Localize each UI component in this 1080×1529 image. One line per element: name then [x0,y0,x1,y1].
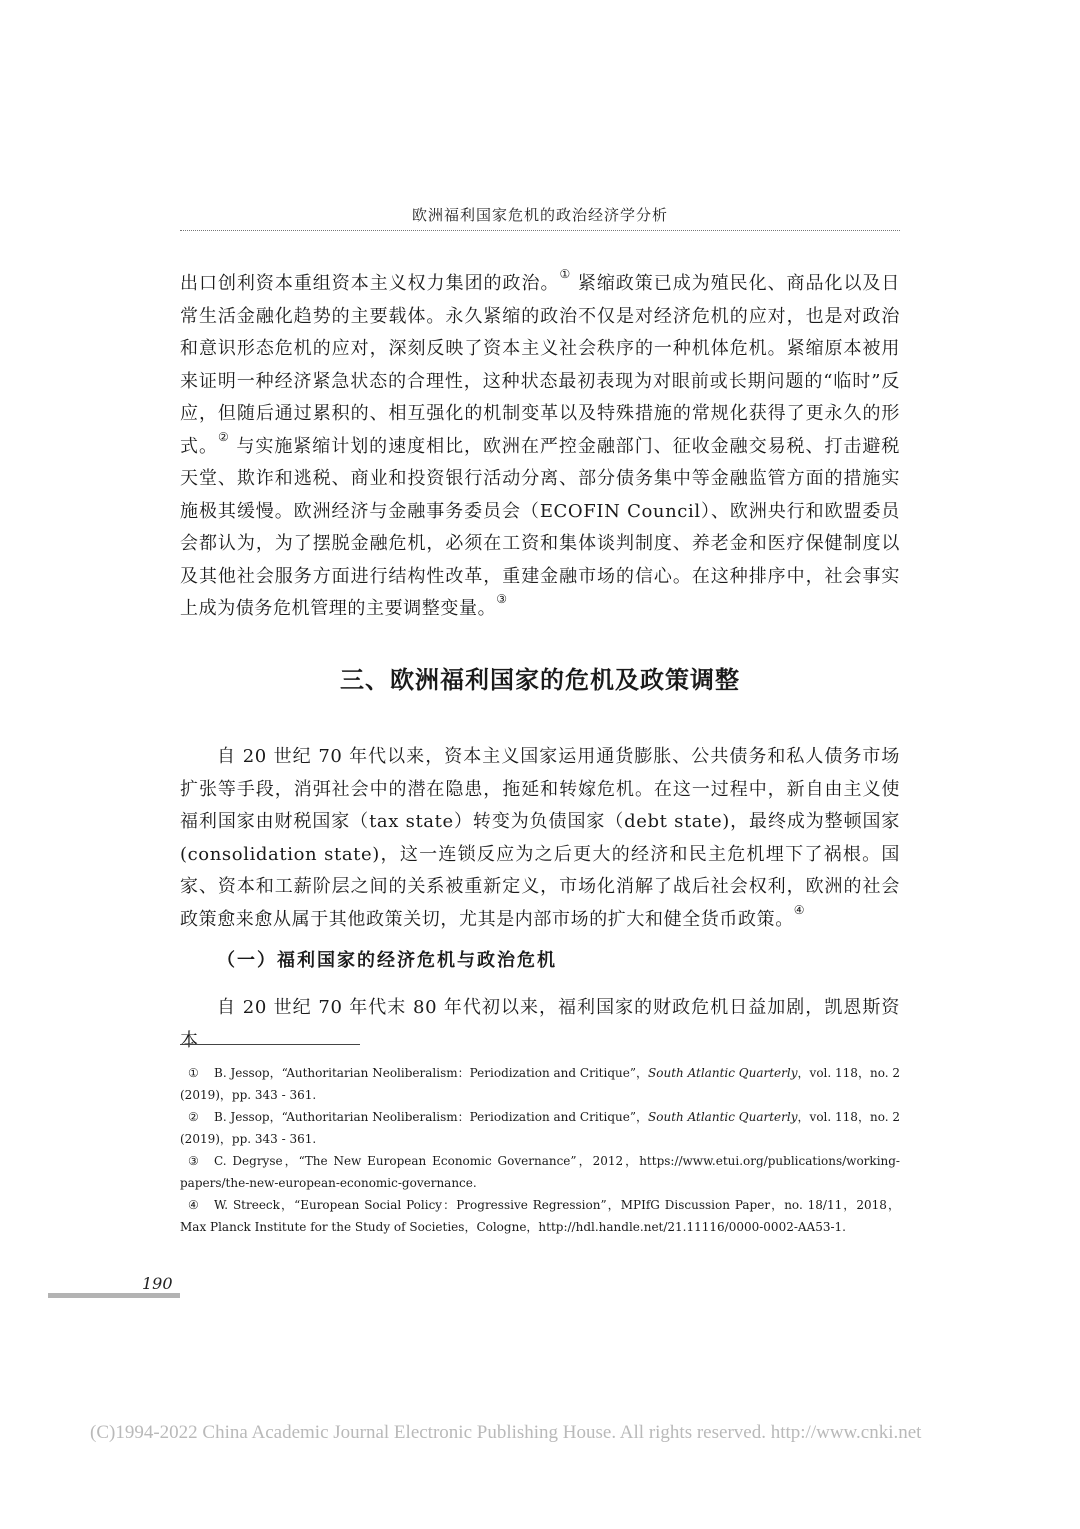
footnote-text: C. Degryse，“The New European Economic Governance”，2012，https://www.etui.org/publications/working-papers/the-new-european-economic-governance. [180,1154,900,1190]
footnote-number: ③ [188,1154,199,1168]
footnote-number: ④ [188,1198,199,1212]
footnote-2 [180,1106,900,1150]
footnote-ref-2[interactable]: ② [217,429,230,444]
paragraph-2-text: 自 20 世纪 70 年代以来，资本主义国家运用通货膨胀、公共债务和私人债务市场扩张等手段，消弭社会中的潜在隐患，拖延和转嫁危机。在这一过程中，新自由主义使福利国家由财税国家（tax state）转变为负债国家（debt state)，最终成为整顿国家(consolidation state)，这一连锁反应为之后更大的经济和民主危机埋下了祸根。国家、资本和工薪阶层之间的关系被重新定义，市场化消解了战后社会权利，欧洲的社会政策愈来愈从属于其他政策关切，尤其是内部市场的扩大和健全货币政策。 [180,746,900,930]
paragraph-1-text-a: 出口创利资本重组资本主义权力集团的政治。 [180,273,560,294]
copyright-footer: (C)1994-2022 China Academic Journal Electronic Publishing House. All rights reserved. http://www.cnki.net [90,1422,922,1443]
footnote-divider [180,1044,360,1045]
subsection-heading: （一）福利国家的经济危机与政治危机 [217,950,557,971]
footnote-text: B. Jessop，“Authoritarian Neoliberalism：Periodization and Critique”， [214,1066,649,1080]
footnote-ref-4[interactable]: ④ [793,902,806,917]
footnote-ref-1[interactable]: ① [559,267,572,281]
footnotes [180,1062,900,1238]
page-number: 190 [142,1274,173,1293]
footnote-text-tail: ，vol. 118，no. 2 (2019)，pp. 343 - 361. [180,1066,900,1102]
paragraph-1-text-c: 与实施紧缩计划的速度相比，欧洲在严控金融部门、征收金融交易税、打击避税天堂、欺诈和逃税、商业和投资银行活动分离、部分债务集中等金融监管方面的措施实施极其缓慢。欧洲经济与金融事务委员会（ECOFIN Council）、欧洲央行和欧盟委员会都认为，为了摆脱金融危机，必须在工资和集体谈判制度、养老金和医疗保健制度以及其他社会服务方面进行结构性改革，重建金融市场的信心。在这种排序中，社会事实上成为债务危机管理的主要调整变量。 [180,435,901,619]
footnote-1 [180,1062,900,1106]
footnote-ref-3[interactable]: ③ [496,592,508,606]
footnote-journal: South Atlantic Quarterly [648,1110,798,1124]
page-number-bar [48,1293,180,1298]
paragraph-3: 自 20 世纪 70 年代末 80 年代初以来，福利国家的财政危机日益加剧，凯恩斯资本 [180,997,900,1051]
footnote-4 [180,1194,900,1238]
footnote-text: W. Streeck，“European Social Policy：Progressive Regression”，MPIfG Discussion Paper，no. 18/11，2018，Max Planck Institute for the Study of Societies，Cologne，http://hdl.handle.net/21.11116/0000-0002-AA53-1. [180,1198,900,1234]
paragraph-1-text-b: 紧缩政策已成为殖民化、商品化以及日常生活金融化趋势的主要载体。永久紧缩的政治不仅是对经济危机的应对，也是对政治和意识形态危机的应对，深刻反映了资本主义社会秩序的一种机体危机。紧缩原本被用来证明一种经济紧急状态的合理性，这种状态最初表现为对眼前或长期问题的“临时”反应，但随后通过累积的、相互强化的机制变革以及特殊措施的常规化获得了更永久的形式。 [180,273,901,457]
section-heading: 三、欧洲福利国家的危机及政策调整 [340,665,740,694]
paragraph-1 [180,268,900,626]
paragraph-2 [180,741,900,936]
footnote-journal: South Atlantic Quarterly [648,1066,798,1080]
footnote-3 [180,1150,900,1194]
header-divider [180,230,900,231]
footnote-text: B. Jessop，“Authoritarian Neoliberalism：Periodization and Critique”， [214,1110,649,1124]
running-header: 欧洲福利国家危机的政治经济学分析 [411,206,668,224]
footnote-text-tail: ，vol. 118，no. 2 (2019)，pp. 343 - 361. [180,1110,900,1146]
footnote-number: ② [188,1110,199,1124]
footnote-number: ① [188,1066,199,1080]
